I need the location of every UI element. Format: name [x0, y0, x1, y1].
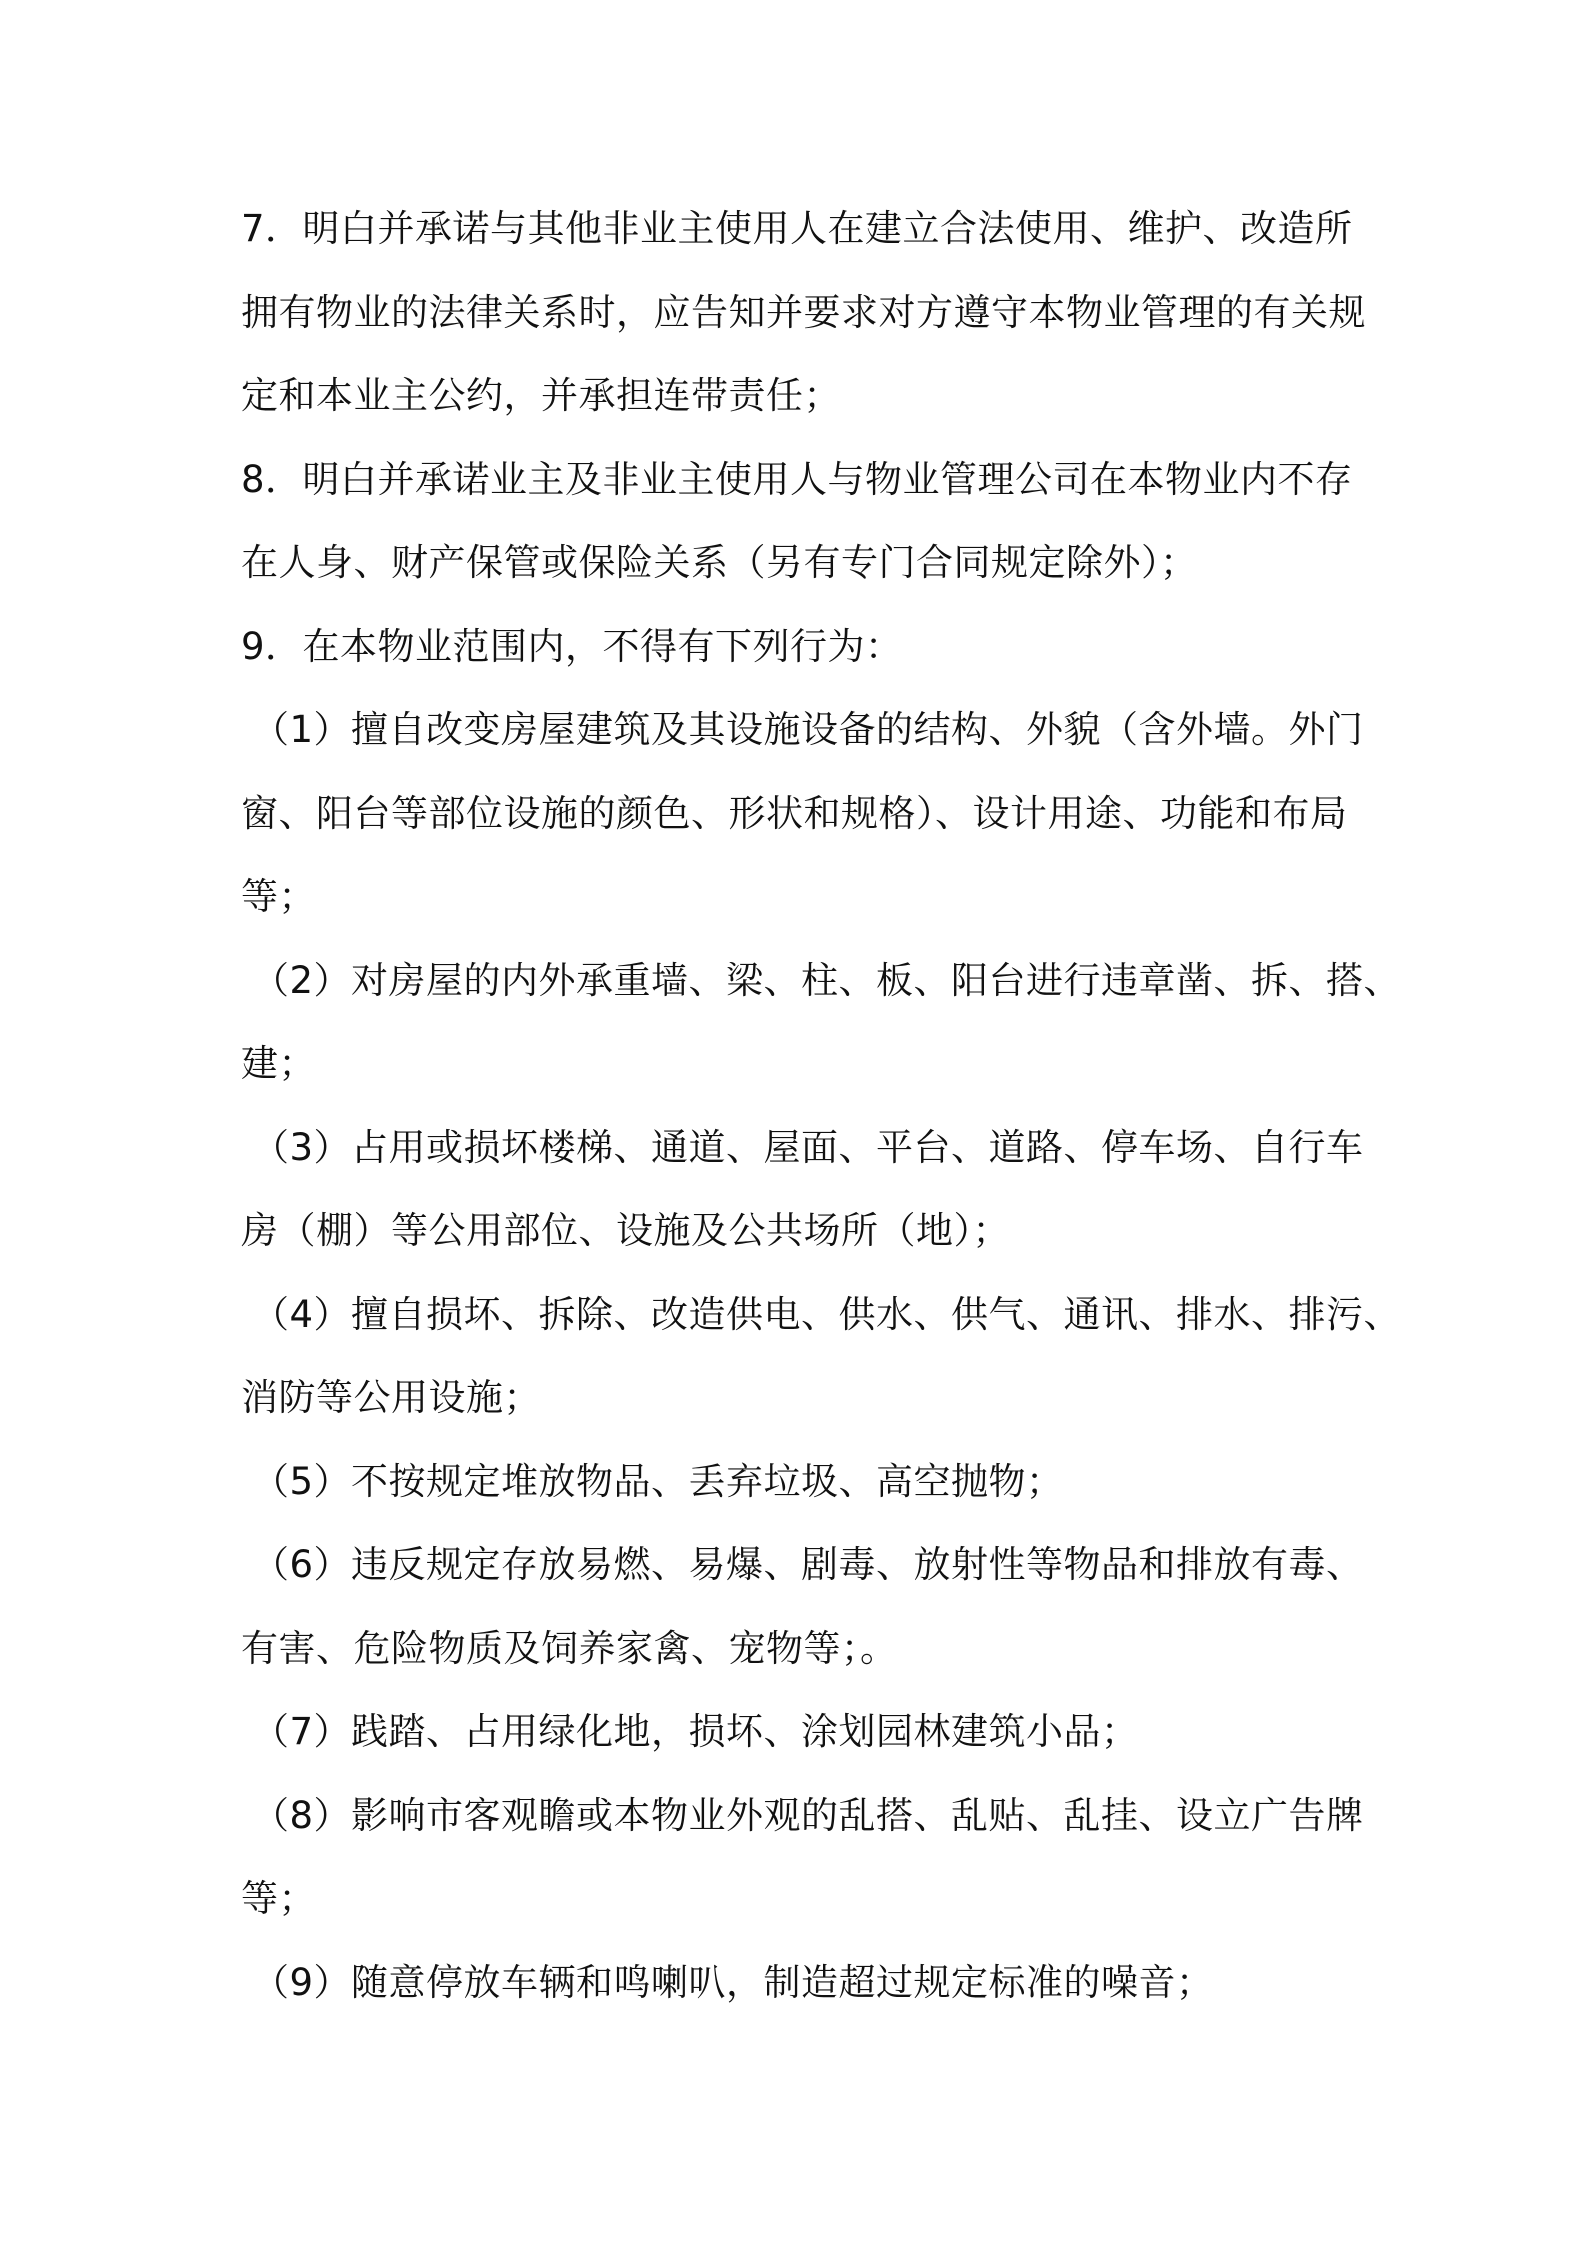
item-4-line-1: （4）擅自损坏、拆除、改造供电、供水、供气、通讯、排水、排污、	[252, 1293, 1402, 1336]
item-7-line-1: （7）践踏、占用绿化地，损坏、涂划园林建筑小品；	[252, 1710, 1139, 1753]
item-2-line-1: （2）对房屋的内外承重墙、梁、柱、板、阳台进行违章凿、拆、搭、	[252, 959, 1402, 1002]
clause-9-heading: 9．在本物业范围内，不得有下列行为：	[241, 625, 903, 668]
item-8-line-1: （8）影响市客观瞻或本物业外观的乱搭、乱贴、乱挂、设立广告牌	[252, 1794, 1364, 1837]
item-8-line-2: 等；	[241, 1877, 316, 1920]
clause-7-line-2: 拥有物业的法律关系时，应告知并要求对方遵守本物业管理的有关规	[241, 291, 1366, 334]
item-1-line-3: 等；	[241, 875, 316, 918]
item-4-line-2: 消防等公用设施；	[241, 1376, 541, 1419]
item-1-line-1: （1）擅自改变房屋建筑及其设施设备的结构、外貌（含外墙。外门	[252, 708, 1364, 751]
item-5-line-1: （5）不按规定堆放物品、丢弃垃圾、高空抛物；	[252, 1460, 1064, 1503]
item-2-line-2: 建；	[241, 1042, 316, 1085]
item-9-line-1: （9）随意停放车辆和鸣喇叭，制造超过规定标准的噪音；	[252, 1961, 1214, 2004]
clause-8-line-2: 在人身、财产保管或保险关系（另有专门合同规定除外）；	[241, 541, 1198, 584]
item-6-line-2: 有害、危险物质及饲养家禽、宠物等；。	[241, 1627, 898, 1670]
item-3-line-1: （3）占用或损坏楼梯、通道、屋面、平台、道路、停车场、自行车	[252, 1126, 1364, 1169]
item-1-line-2: 窗、阳台等部位设施的颜色、形状和规格）、设计用途、功能和布局	[241, 792, 1348, 835]
item-6-line-1: （6）违反规定存放易燃、易爆、剧毒、放射性等物品和排放有毒、	[252, 1543, 1364, 1586]
item-3-line-2: 房（棚）等公用部位、设施及公共场所（地）；	[241, 1209, 1010, 1252]
clause-8-line-1: 8．明白并承诺业主及非业主使用人与物业管理公司在本物业内不存	[241, 458, 1353, 501]
clause-7-line-1: 7．明白并承诺与其他非业主使用人在建立合法使用、维护、改造所	[241, 207, 1353, 250]
clause-7-line-3: 定和本业主公约，并承担连带责任；	[241, 374, 841, 417]
